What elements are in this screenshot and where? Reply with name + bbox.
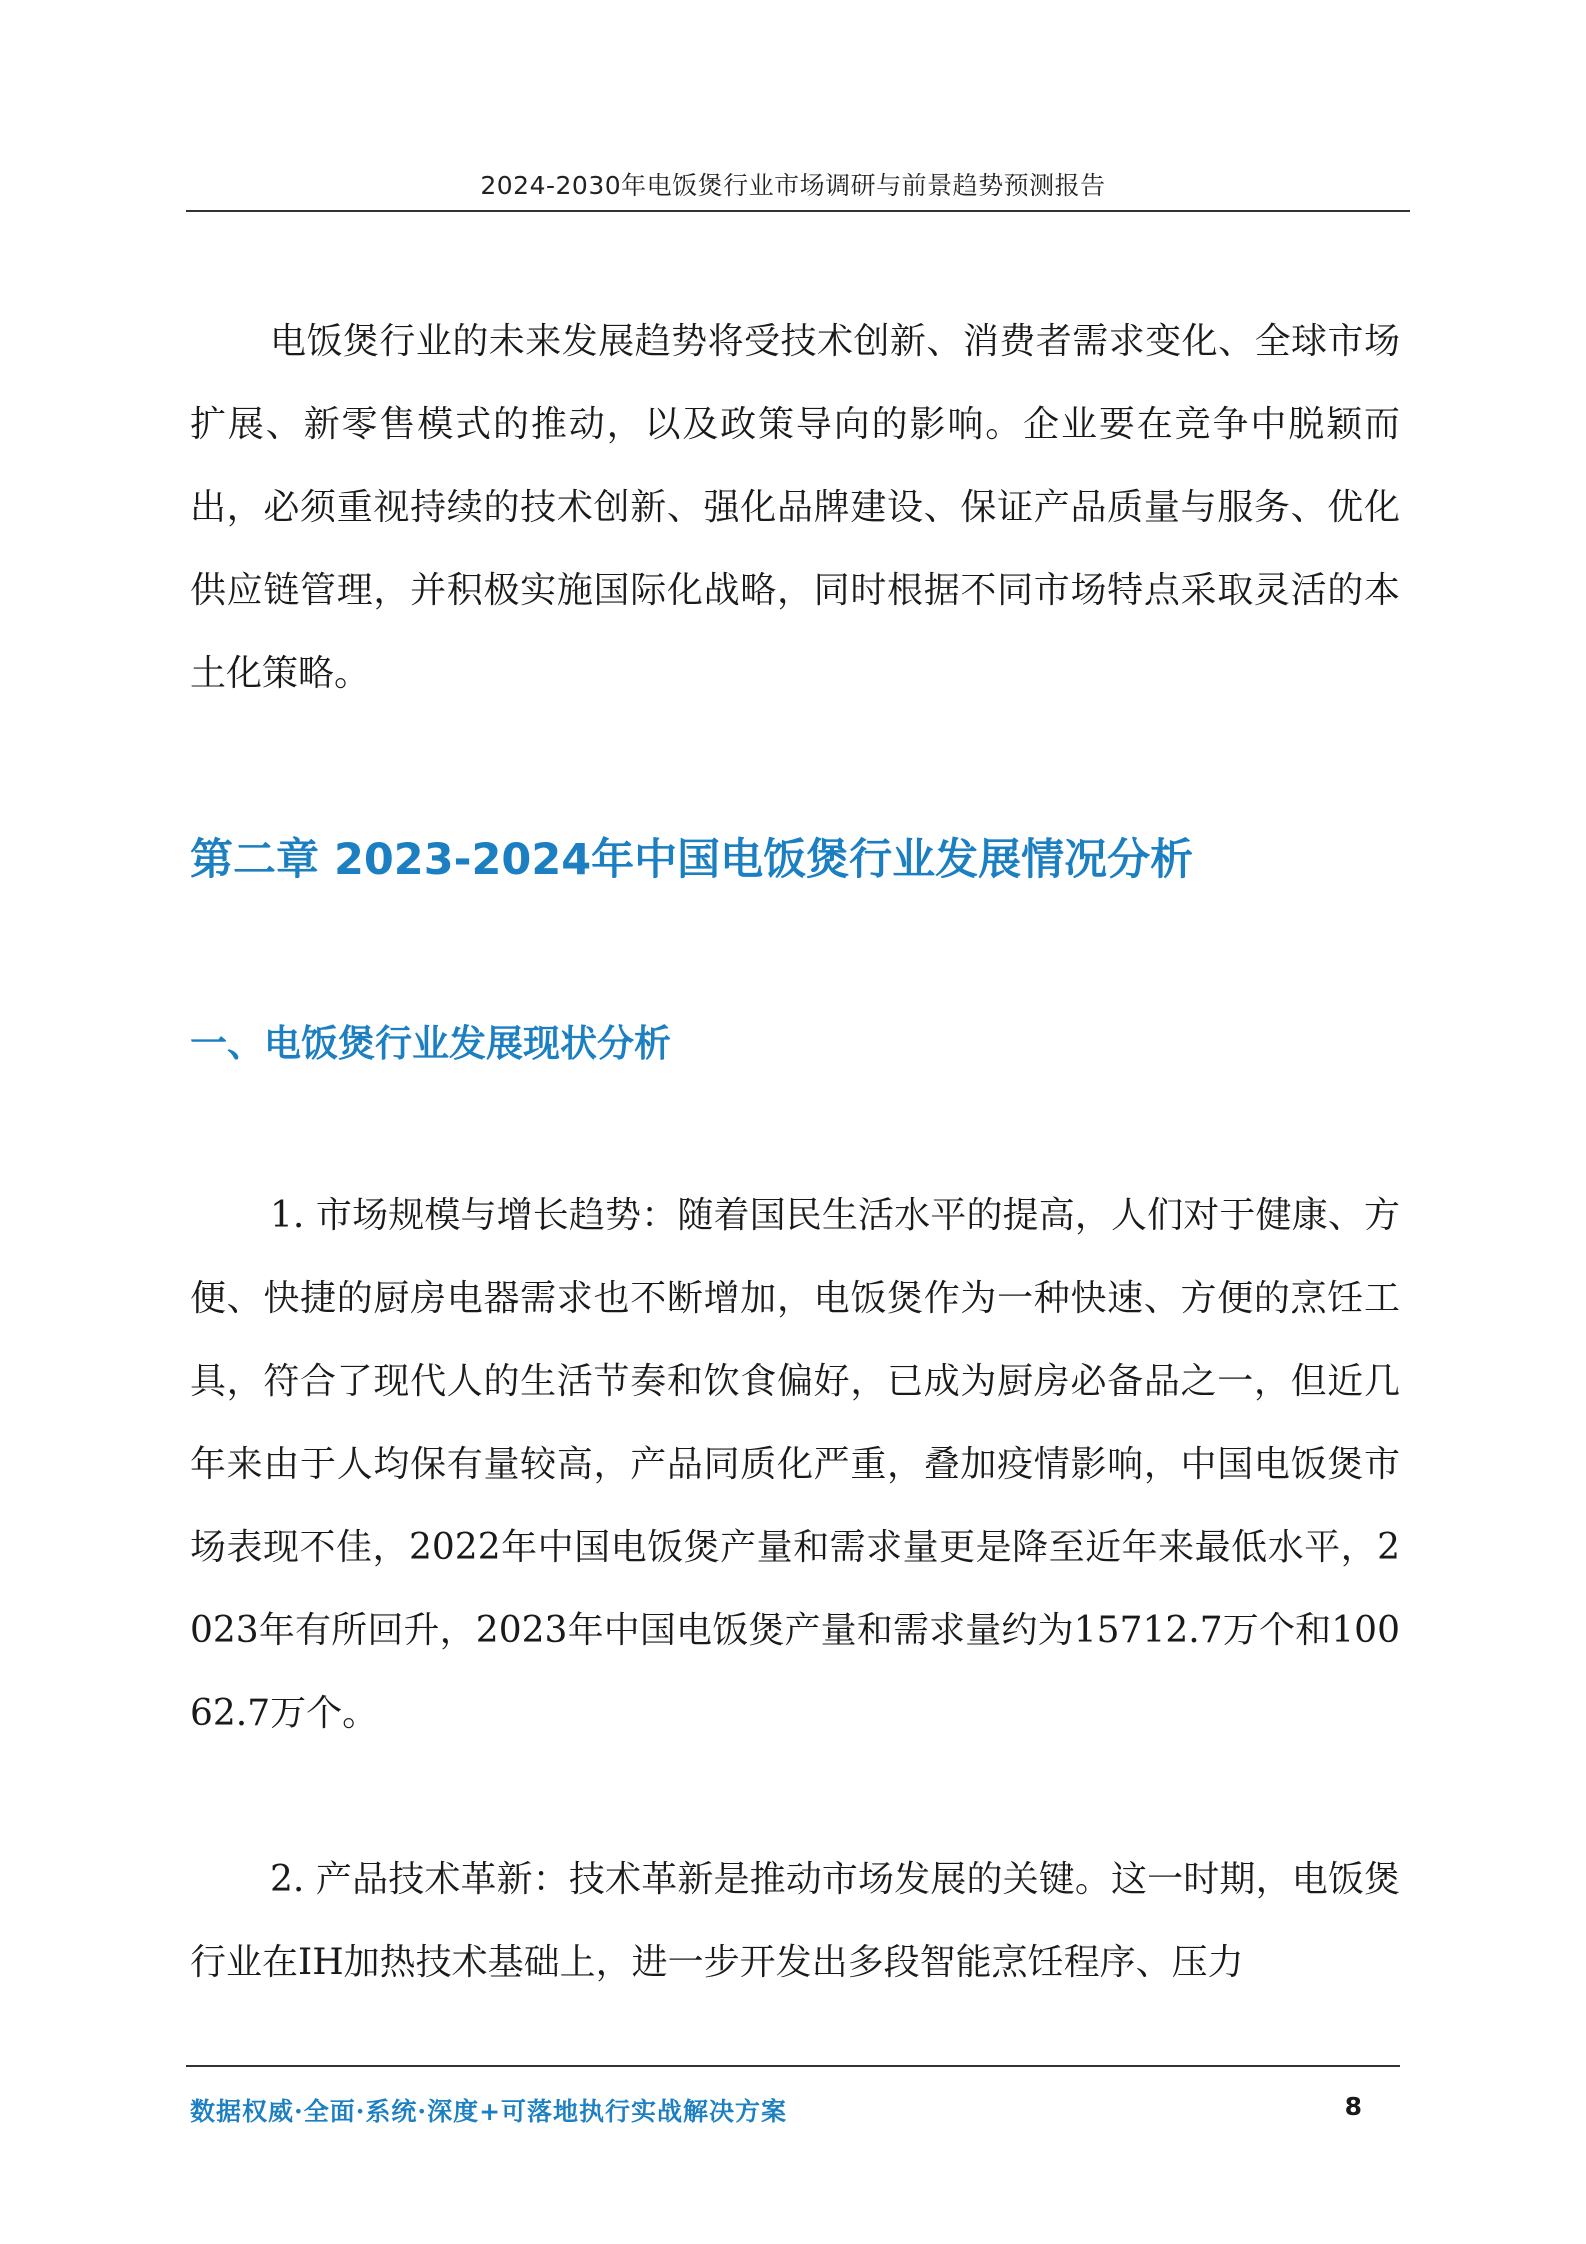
footer-divider: [186, 2065, 1400, 2067]
market-size-paragraph: 1. 市场规模与增长趋势：随着国民生活水平的提高，人们对于健康、方便、快捷的厨房电器需求也不断增加，电饭煲作为一种快速、方便的烹饪工具，符合了现代人的生活节奏和饮食偏好，已成为厨房必备品之一，但近几年来由于人均保有量较高，产品同质化严重，叠加疫情影响，中国电饭煲市场表现不佳，2022年中国电饭煲产量和需求量更是降至近年来最低水平，2023年有所回升，2023年中国电饭煲产量和需求量约为15712.7万个和10062.7万个。: [190, 1195, 1400, 1734]
report-header-title: 2024-2030年电饭煲行业市场调研与前景趋势预测报告: [480, 171, 1106, 200]
page-number: 8: [1344, 2092, 1362, 2121]
header-divider: [186, 210, 1410, 212]
footer-slogan: 数据权威·全面·系统·深度+可落地执行实战解决方案: [190, 2097, 788, 2126]
tech-innovation-paragraph: 2. 产品技术革新：技术革新是推动市场发展的关键。这一时期，电饭煲行业在IH加热技术基础上，进一步开发出多段智能烹饪程序、压力: [190, 1859, 1400, 1983]
section-title: 一、电饭煲行业发展现状分析: [190, 1022, 671, 1065]
chapter-title: 第二章 2023-2024年中国电饭煲行业发展情况分析: [190, 835, 1194, 885]
intro-paragraph: 电饭煲行业的未来发展趋势将受技术创新、消费者需求变化、全球市场扩展、新零售模式的推动，以及政策导向的影响。企业要在竞争中脱颖而出，必须重视持续的技术创新、强化品牌建设、保证产品质量与服务、优化供应链管理，并积极实施国际化战略，同时根据不同市场特点采取灵活的本土化策略。: [190, 321, 1400, 694]
